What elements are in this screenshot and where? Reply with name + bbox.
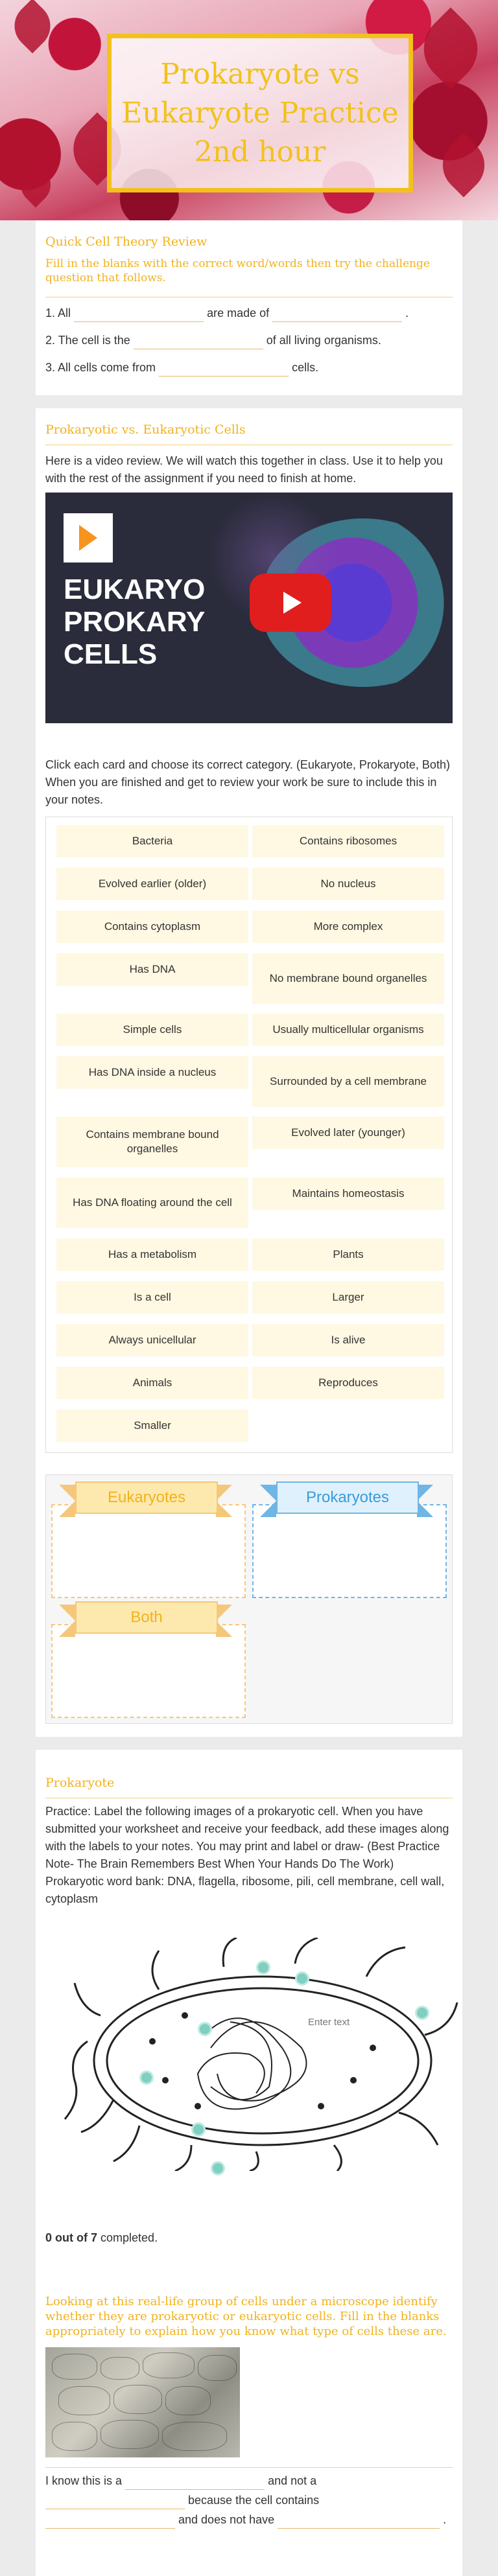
sort-card[interactable]: Has DNA [56,953,248,986]
challenge-middle: and not a [268,2474,317,2487]
q2-blank[interactable] [134,335,263,349]
category-panel [45,1474,453,1724]
label-hotspot[interactable] [139,2071,154,2085]
q2-prefix: 2. The cell is the [45,334,130,347]
cell-shape [113,2385,162,2414]
title-line-3: 2nd hour [194,135,326,168]
cell-shape [101,2357,139,2380]
q1-blank-1[interactable] [74,308,204,322]
progress-text [45,2229,158,2247]
sort-card[interactable]: Has DNA floating around the cell [56,1178,248,1228]
sort-card[interactable]: Surrounded by a cell membrane [252,1056,444,1107]
video-text-line: CELLS [64,638,158,670]
cell-shape [101,2420,159,2449]
pilus [223,1938,237,1967]
challenge-does-not: and does not have [178,2513,275,2526]
cell-membrane [107,1988,418,2133]
sort-card[interactable]: Plants [252,1238,444,1271]
sort-card[interactable]: No membrane bound organelles [252,953,444,1004]
card-sort-panel [45,817,453,1453]
ribosome [195,2103,201,2109]
pilus [366,1947,405,1977]
cell-shape [52,2354,97,2380]
sort-card[interactable]: Reproduces [252,1367,444,1399]
review-heading: Quick Cell Theory Review [45,235,208,249]
leaf-decoration [432,133,496,198]
cell-theory-review [36,220,462,395]
q1-prefix: 1. All [45,307,71,319]
q3-prefix: 3. All cells come from [45,361,156,374]
channel-logo [64,513,113,563]
video-text-line: EUKARYO [64,574,206,605]
does-not-have-blank[interactable] [278,2514,440,2529]
video-sort-section [36,408,462,1458]
other-type-blank[interactable] [45,2495,185,2509]
sort-card[interactable]: More complex [252,911,444,943]
sort-card[interactable]: Usually multicellular organisms [252,1014,444,1046]
eukaryotes-drop-zone[interactable] [51,1504,246,1598]
sort-card[interactable]: No nucleus [252,868,444,900]
q1-blank-2[interactable] [272,308,402,322]
video-text-line: PROKARY [64,606,206,638]
play-logo-icon [79,525,97,551]
prokaryote-section [36,1750,462,2281]
sort-card[interactable]: Simple cells [56,1014,248,1046]
ribosome [370,2045,376,2051]
sort-card[interactable]: Is alive [252,1324,444,1356]
title-box [107,34,413,192]
leaf-decoration [409,7,492,89]
challenge-line-1 [45,2472,316,2490]
cell-shape [52,2422,97,2451]
youtube-play-button[interactable] [250,574,331,632]
prokaryotes-drop-zone[interactable] [252,1504,447,1598]
video-heading: Prokaryotic vs. Eukaryotic Cells [45,423,246,437]
sort-card[interactable]: Always unicellular [56,1324,248,1356]
label-hotspot[interactable] [295,1971,309,1986]
sort-card[interactable]: Bacteria [56,825,248,857]
ribosome [162,2077,169,2083]
q2-end: of all living organisms. [266,334,381,347]
sort-card[interactable]: Has DNA inside a nucleus [56,1056,248,1089]
category-section [36,1458,462,1737]
review-instructions: Fill in the blanks with the correct word/words then try the challenge question that follows. [45,257,430,284]
hero-banner [0,0,498,220]
challenge-section [36,2281,462,2576]
sort-card[interactable]: Smaller [56,1410,248,1442]
challenge-end: . [443,2513,447,2526]
label-hotspot[interactable] [191,2122,206,2137]
pilus [175,2145,191,2171]
dna [198,2018,290,2109]
sort-card[interactable]: Maintains homeostasis [252,1178,444,1210]
prokaryotes-label: Prokaryotes [276,1481,419,1514]
sort-instructions: Click each card and choose its correct category. (Eukaryote, Prokaryote, Both) When you are finished and get to review your work be sure to include this in your notes. [45,758,450,806]
sort-card[interactable]: Animals [56,1367,248,1399]
sort-card[interactable]: Evolved later (younger) [252,1117,444,1149]
challenge-line-2 [45,2492,319,2509]
challenge-prefix: I know this is a [45,2474,123,2487]
cell-shape [143,2352,195,2378]
pilus [425,2002,457,2035]
ribosome [149,2038,156,2045]
label-hotspot[interactable] [415,2006,429,2020]
ribosome [350,2077,357,2083]
challenge-because: because the cell contains [188,2494,320,2507]
flagellum [65,2041,88,2119]
q1-middle: are made of [207,307,270,319]
video-description: Here is a video review. We will watch this together in class. Use it to help you with the rest of the assignment if you need to finish at home. [45,454,443,485]
leaf-decoration [5,0,60,53]
pilus [399,2113,438,2145]
video-player[interactable] [45,493,453,723]
question-2 [45,332,381,349]
ribbon-tail [216,1605,232,1637]
pilus [81,2100,113,2132]
practice-instructions: Practice: Label the following images of a prokaryotic cell. When you have submitted your worksheet and receive your feedback, add these images along with the labels to your notes. You may print and label or draw- (Best Practice Note- The Brain Remembers Best When Your Hands Do The Work) [45,1805,449,1870]
prokaryote-heading: Prokaryote [45,1776,115,1790]
q1-end: . [405,307,409,319]
ribbon-tail [59,1485,75,1517]
ribosome [182,2012,188,2019]
cell-type-blank[interactable] [125,2476,265,2490]
challenge-line-3 [45,2511,446,2529]
sort-card[interactable]: Has a metabolism [56,1238,248,1271]
sort-card[interactable]: Evolved earlier (older) [56,868,248,900]
divider [45,2467,453,2468]
progress-count: 0 out of 7 [45,2231,97,2244]
pilus [152,1951,159,1990]
microscope-image [45,2347,240,2457]
eukaryotes-label: Eukaryotes [75,1481,218,1514]
label-hotspot[interactable] [256,1960,270,1975]
cell-wall [94,1977,431,2145]
sort-card[interactable]: Contains ribosomes [252,825,444,857]
play-icon [283,592,302,614]
sort-card[interactable]: Contains cytoplasm [56,911,248,943]
ribbon-tail [216,1485,232,1517]
contains-blank[interactable] [45,2514,175,2529]
dna [211,2022,272,2100]
both-label: Both [75,1601,218,1634]
title-line-2: Eukaryote Practice [121,96,399,130]
cell-shape [165,2386,211,2415]
question-1 [45,305,409,322]
enter-text-field[interactable]: Enter text [308,2017,350,2028]
pilus [75,1983,101,2015]
q3-end: cells. [292,361,319,374]
ribbon-tail [417,1485,433,1517]
page-title [121,55,398,172]
word-bank: Prokaryotic word bank: DNA, flagella, ribosome, pili, cell membrane, cell wall, cytoplasm [45,1875,445,1905]
cell-shape [162,2422,227,2451]
question-3 [45,359,318,377]
title-line-1: Prokaryote vs [160,57,360,91]
q3-blank[interactable] [159,362,289,377]
ribbon-tail [260,1485,276,1517]
pilus [295,1938,318,1964]
ribosome [318,2103,324,2109]
both-drop-zone[interactable] [51,1624,246,1718]
ribbon-tail [59,1605,75,1637]
sort-card[interactable]: Is a cell [56,1281,248,1314]
progress-suffix: completed. [101,2231,158,2244]
sort-card[interactable]: Contains membrane bound organelles [56,1117,248,1167]
pilus [113,2126,139,2161]
label-hotspot[interactable] [198,2022,212,2036]
pilus [334,2145,341,2171]
label-hotspot[interactable] [211,2161,225,2176]
cell-shape [198,2355,237,2381]
leaf-decoration [13,162,59,208]
cell-shape [58,2386,110,2415]
challenge-instructions: Looking at this real-life group of cells under a microscope identify whether they are prokaryotic or eukaryotic cells. Fill in the blanks appropriately to explain how you know what type of cells these are. [45,2295,447,2338]
pilus [250,2152,258,2171]
sort-card[interactable]: Larger [252,1281,444,1314]
